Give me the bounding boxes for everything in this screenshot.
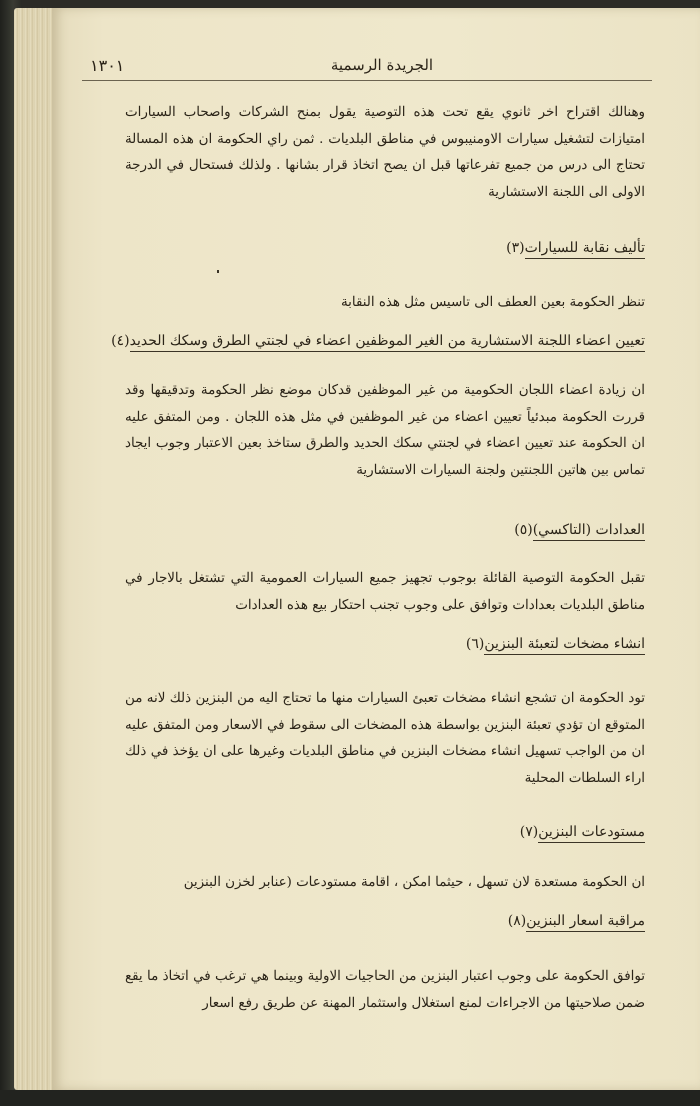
page-header-title: الجريدة الرسمية [330,56,434,74]
section-heading-3 [488,240,645,259]
section-number: (٨) [507,913,527,929]
scan-bottom-edge [0,1090,700,1106]
page-number: ١٣٠١ [90,56,125,75]
section-heading-7 [502,824,645,843]
document-page [52,8,700,1090]
section-number: (٥) [514,522,533,538]
section-heading-8 [490,913,645,932]
section-title: العدادات (التاكسي) [533,522,645,541]
section-number: (٧) [519,824,539,840]
paragraph-committee-members: ان زيادة اعضاء اللجان الحكومية من غير الموظفين قدكان موضع نظر الحكومة وتدقيقها وقد قررت الحكومة مبدئياً تعيين اعضاء من غير الموظفين في مثل هذه اللجان . ومن المتفق عليه ان الحكومة عند تعيين اعضاء في لجنتي سكك الحديد والطرق ستاخذ بعين الاعتبار وجوب ايجاد تماس بين هاتين اللجنتين ولجنة السيارات الاستشارية [125,383,645,478]
paragraph-petrol-pumps: تود الحكومة ان تشجع انشاء مضخات تعبئ السيارات منها ما تحتاج اليه من البنزين ذلك لانه من المتوقع ان تؤدي تعبئة البنزين بواسطة هذه المضخات الى سقوط في الاسعار ومن المتفق عليه ان من الواجب تسهيل انشاء مضخات البنزين في مناطق البلديات وغيرها على ان يؤخذ في ذلك اراء السلطات المحلية [125,691,645,786]
section-title: تأليف نقابة للسيارات [525,240,645,259]
section-title: مراقبة اسعار البنزين [526,913,645,932]
section-number: (٤) [111,333,130,349]
paragraph-price-control: توافق الحكومة على وجوب اعتبار البنزين من الحاجيات الاولية وبينما هي ترغب في اتخاذ ما يقع ضمن صلاحيتها من الاجراءات لمنع استغلال واستثمار المهنة عن طريق رفع اسعار [125,969,645,1011]
section-title: انشاء مضخات لتعبئة البنزين [484,636,645,655]
paragraph-union: تنظر الحكومة بعين العطف الى تاسيس مثل هذه النقابة [341,295,645,310]
paragraph-meters: تقبل الحكومة التوصية القائلة بوجوب تجهيز جميع السيارات العمومية التي تشتغل بالاجار في مناطق البلديات بعدادات وتوافق على وجوب تجنب احتكار بيع هذه العدادات [125,571,645,613]
header-divider [82,80,652,81]
ink-speck [217,270,219,273]
section-number: (٦) [465,636,485,652]
section-heading-5 [496,522,645,541]
section-heading-6 [448,636,645,655]
section-number: (٣) [506,240,525,256]
section-title: تعيين اعضاء اللجنة الاستشارية من الغير الموظفين اعضاء في لجنتي الطرق وسكك الحديد [130,333,645,352]
section-heading-4 [93,333,645,352]
section-title: مستودعات البنزين [538,824,645,843]
paragraph-omnibus-proposal: وهنالك اقتراح اخر ثانوي يقع تحت هذه التوصية يقول بمنح الشركات واصحاب السيارات امتيازات لتشغيل سيارات الاومنيبوس في مناطق البلديات . ثمن راي الحكومة ان هذه المسالة تحتاج الى درس من جميع تفرعاتها قبل ان يصح اتخاذ قرار بشانها . ولذلك فستحال في الدرجة الاولى الى اللجنة الاستشارية [125,105,645,200]
page-edges [14,8,56,1090]
paragraph-depots: ان الحكومة مستعدة لان تسهل ، حيثما امكن ، اقامة مستودعات (عنابر لخزن البنزين [183,875,645,890]
